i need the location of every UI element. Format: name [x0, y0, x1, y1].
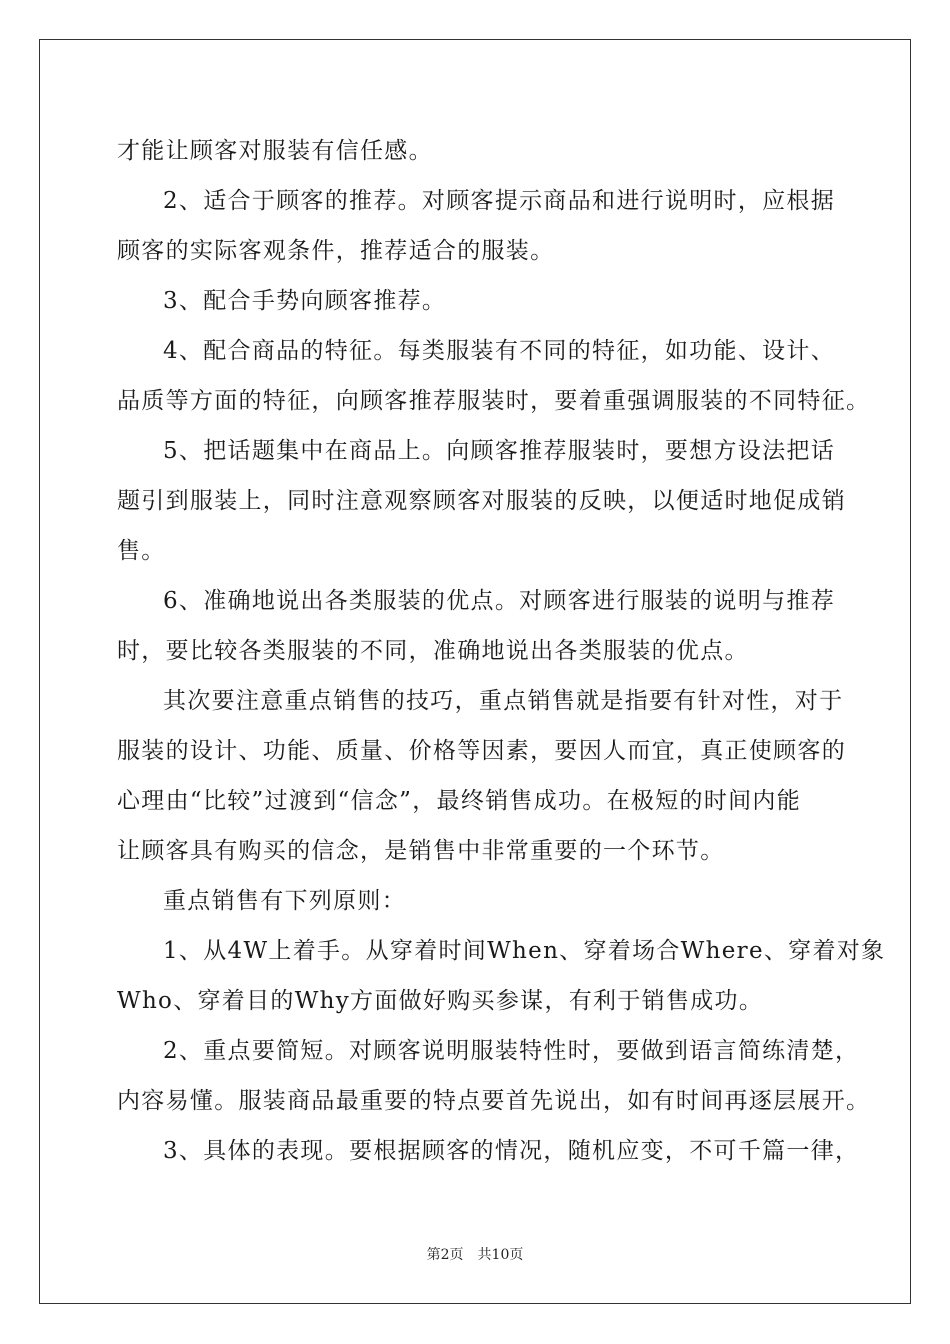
text-line: 重点销售有下列原则： [163, 888, 406, 914]
text-line: 3、配合手势向顾客推荐。 [163, 288, 447, 314]
text-line: 品质等方面的特征，向顾客推荐服装时，要着重强调服装的不同特征。 [117, 388, 871, 414]
text-line: 6、准确地说出各类服装的优点。对顾客进行服装的说明与推荐 [163, 588, 836, 614]
text-line: 才能让顾客对服装有信任感。 [117, 138, 433, 164]
text-line: 2、重点要简短。对顾客说明服装特性时，要做到语言简练清楚， [163, 1038, 860, 1064]
text-line: 售。 [117, 538, 166, 564]
text-line: 其次要注意重点销售的技巧，重点销售就是指要有针对性，对于 [163, 688, 844, 714]
text-line: 内容易懂。服装商品最重要的特点要首先说出，如有时间再逐层展开。 [117, 1088, 871, 1114]
text-line: 让顾客具有购买的信念，是销售中非常重要的一个环节。 [117, 838, 725, 864]
text-line: 1、从4W上着手。从穿着时间When、穿着场合Where、穿着对象 [163, 938, 886, 964]
text-line: 时，要比较各类服装的不同，准确地说出各类服装的优点。 [117, 638, 749, 664]
page-number-footer: 第2页 共10页 [426, 1247, 524, 1263]
text-line: 题引到服装上，同时注意观察顾客对服装的反映，以便适时地促成销 [117, 488, 846, 514]
text-line: Who、穿着目的Why方面做好购买参谋，有利于销售成功。 [117, 988, 764, 1014]
text-line: 服装的设计、功能、质量、价格等因素，要因人而宜，真正使顾客的 [117, 738, 846, 764]
text-line: 3、具体的表现。要根据顾客的情况，随机应变，不可千篇一律， [163, 1138, 860, 1164]
text-line: 心理由“比较”过渡到“信念”，最终销售成功。在极短的时间内能 [117, 788, 802, 814]
text-line: 2、适合于顾客的推荐。对顾客提示商品和进行说明时，应根据 [163, 188, 836, 214]
text-line: 5、把话题集中在商品上。向顾客推荐服装时，要想方设法把话 [163, 438, 836, 464]
text-line: 顾客的实际客观条件，推荐适合的服装。 [117, 238, 555, 264]
text-line: 4、配合商品的特征。每类服装有不同的特征，如功能、设计、 [163, 338, 836, 364]
document-body [117, 126, 886, 1176]
